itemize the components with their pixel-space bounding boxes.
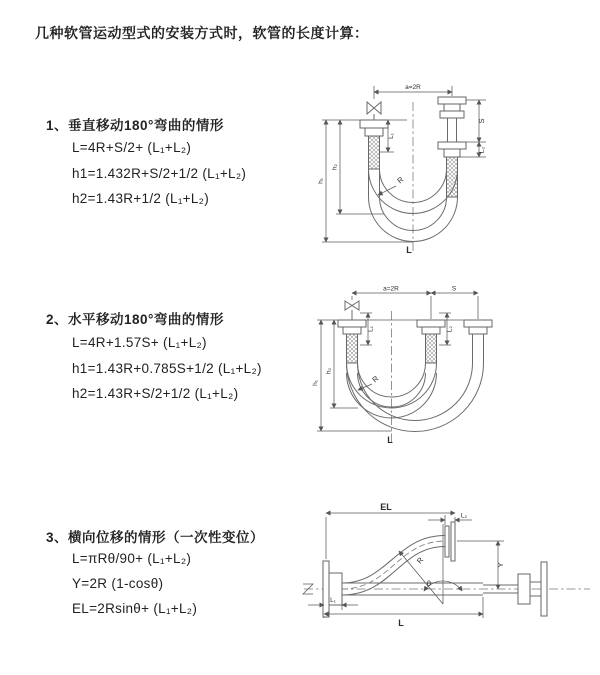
dim-label-a2r: a=2R [383, 285, 399, 293]
dim-label-h1: h₁ [317, 178, 325, 184]
left-hose-assembly [338, 320, 366, 363]
length-label: L [387, 435, 393, 445]
formula-line: L=4R+S/2+ (L₁+L₂) [72, 140, 192, 155]
length-label: L [406, 245, 412, 255]
dim-label-y: Y [496, 562, 505, 568]
dimension-l [324, 597, 483, 628]
formula-line: EL=2Rsinθ+ (L₁+L₂) [72, 601, 198, 616]
diagram-vertical-180-bend [312, 72, 552, 262]
valve-icon [367, 102, 381, 120]
radius-callout [378, 175, 406, 195]
diagram-lateral-displacement [298, 498, 598, 658]
dimension-a2r [352, 286, 478, 320]
dimension-l2 [428, 513, 472, 526]
section-3-heading: 3、横向位移的情形（一次性变位） [46, 530, 265, 545]
length-label: L [398, 618, 404, 628]
dim-label-l2: L₂ [460, 512, 468, 520]
dim-label-l1: L₁ [367, 326, 375, 332]
formula-line: h1=1.432R+S/2+1/2 (L₁+L₂) [72, 166, 247, 181]
dim-label-l2: L₂ [479, 146, 486, 154]
diagram-horizontal-180-bend [306, 283, 600, 463]
u-bend-arcs [347, 363, 484, 432]
right-hose-assembly [438, 97, 466, 197]
page-title: 几种软管运动型式的安装方式时，软管的长度计算： [35, 25, 369, 41]
dim-label-h1: h₁ [312, 380, 319, 386]
dim-label-h2: h₂ [331, 163, 339, 171]
left-flange [323, 561, 342, 617]
middle-hose-assembly [417, 320, 445, 363]
formula-line: h1=1.43R+0.785S+1/2 (L₁+L₂) [72, 361, 262, 376]
valve-icon [345, 301, 359, 320]
formula-line: L=4R+1.57S+ (L₁+L₂) [72, 335, 207, 350]
dim-label-s: S [451, 285, 457, 293]
angle-label: θ [426, 579, 432, 588]
dim-label-l1: L₁ [388, 133, 395, 139]
dim-label-a2r: a=2R [405, 84, 421, 91]
dim-label-el: EL [380, 502, 392, 512]
section-1-heading: 1、垂直移动180°弯曲的情形 [46, 118, 224, 133]
dimension-l1 [360, 313, 375, 345]
dim-label-l1: L₁ [330, 597, 336, 604]
formula-line: h2=1.43R+1/2 (L₁+L₂) [72, 191, 210, 206]
dimension-y [457, 541, 505, 589]
dimension-el [326, 502, 455, 559]
formula-line: L=πRθ/90+ (L₁+L₂) [72, 551, 192, 566]
dimension-l1 [308, 597, 358, 610]
dimension-s [466, 100, 486, 142]
radius-label: R [395, 174, 406, 186]
section-2-heading: 2、水平移动180°弯曲的情形 [46, 312, 224, 327]
radius-callout [358, 374, 381, 390]
formula-line: h2=1.43R+S/2+1/2 (L₁+L₂) [72, 386, 239, 401]
radius-label: R [370, 373, 381, 385]
left-hose-assembly [322, 120, 407, 197]
right-hose-assembly [464, 320, 492, 363]
radius-label: R [414, 555, 426, 566]
dim-label-s: S [477, 118, 486, 124]
dim-label-l2: L₂ [446, 325, 454, 333]
dim-label-h2: h₂ [325, 367, 333, 375]
dimension-s [431, 286, 478, 294]
dimension-l2 [439, 313, 454, 345]
formula-line: Y=2R (1-cosθ) [72, 576, 164, 591]
displaced-hose [342, 522, 455, 595]
